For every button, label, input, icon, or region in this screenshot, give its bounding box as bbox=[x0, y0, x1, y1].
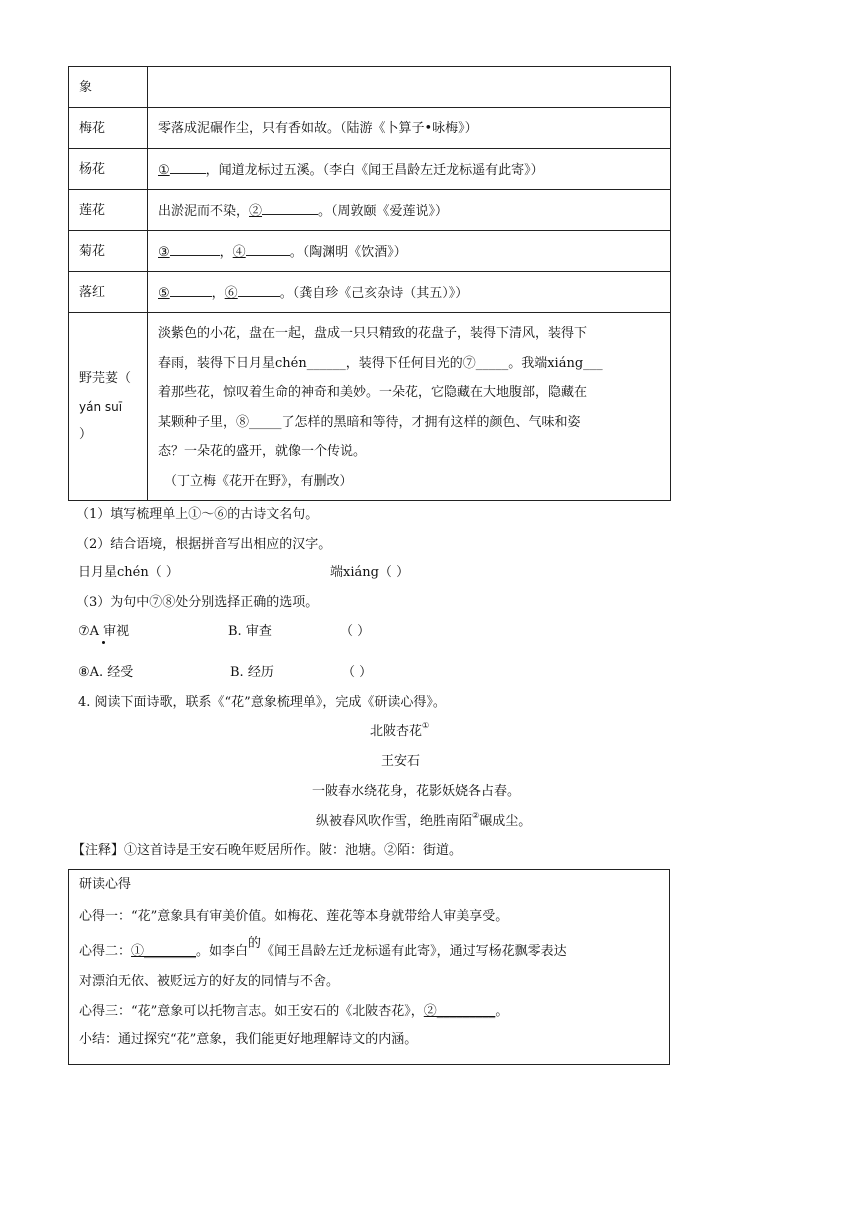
box-text: 心得二： bbox=[79, 944, 132, 959]
question-3: （3）为句中⑦⑧处分别选择正确的选项。 bbox=[76, 595, 319, 610]
answer-8[interactable]: （ ） bbox=[342, 665, 373, 680]
row-content bbox=[148, 149, 671, 190]
row-text: 。（龚自珍《己亥杂诗（其五）》） bbox=[279, 286, 469, 301]
blank-3[interactable]: ③ bbox=[158, 245, 170, 260]
row-text: 。（周敦颐《爱莲说》） bbox=[318, 204, 449, 219]
imagery-table bbox=[68, 66, 671, 501]
poem-text: 碾成尘。 bbox=[479, 814, 532, 829]
table-row bbox=[69, 313, 671, 501]
insight-2 bbox=[79, 936, 567, 959]
row-name: 落红 bbox=[69, 272, 148, 313]
blank-line[interactable] bbox=[170, 284, 212, 297]
option-8a[interactable]: ⑧A. 经受 bbox=[78, 665, 134, 680]
passage-line: 某颗种子里，⑧_____了怎样的黑暗和等待，才拥有这样的颜色、气味和姿 bbox=[158, 414, 581, 430]
row-name: 菊花 bbox=[69, 231, 148, 272]
question-2: （2）结合语境，根据拼音写出相应的汉字。 bbox=[76, 537, 332, 552]
insight-2-cont: 对漂泊无依、被贬远方的好友的同情与不舍。 bbox=[79, 974, 340, 989]
name-line: 野芫荽（ bbox=[79, 370, 132, 386]
poem-author: 王安石 bbox=[381, 754, 421, 769]
blank-insight-2[interactable]: ②_________ bbox=[423, 1004, 496, 1019]
summary: 小结：通过探究“花”意象，我们能更好地理解诗文的内涵。 bbox=[79, 1032, 418, 1047]
table-row bbox=[69, 190, 671, 231]
row-content: 零落成泥碾作尘，只有香如故。（陆游《卜算子•咏梅》） bbox=[148, 108, 671, 149]
row-name: 杨花 bbox=[69, 149, 148, 190]
emphasis-dot bbox=[102, 641, 105, 644]
row-name: 梅花 bbox=[69, 108, 148, 149]
row-text: ，闻道龙标过五溪。（李白《闻王昌龄左迁龙标遥有此寄》） bbox=[205, 163, 544, 178]
option-8b[interactable]: B. 经历 bbox=[230, 665, 274, 680]
insight-3 bbox=[79, 1005, 508, 1018]
question-4: 4. 阅读下面诗歌，联系《“花”意象梳理单》，完成《研读心得》。 bbox=[78, 695, 446, 710]
poem-text: 纵被春风吹作雪，绝胜南陌 bbox=[316, 814, 473, 829]
row-text: ， bbox=[211, 286, 225, 301]
blank-2[interactable]: ② bbox=[249, 204, 263, 219]
passage-line: 态？一朵花的盛开，就像一个传说。 bbox=[158, 444, 367, 459]
answer-7[interactable]: （ ） bbox=[340, 624, 371, 639]
question-1: （1）填写梳理单上①～⑥的古诗文名句。 bbox=[76, 507, 319, 522]
passage-source: （丁立梅《花开在野》，有删改） bbox=[164, 473, 353, 489]
blank-line[interactable] bbox=[238, 284, 280, 297]
table-row bbox=[69, 149, 671, 190]
passage-line: 着那些花，惊叹着生命的神奇和美妙。一朵花，它隐藏在大地腹部，隐藏在 bbox=[158, 385, 588, 400]
name-pinyin: yán suī bbox=[79, 399, 123, 414]
box-text: 的 bbox=[248, 936, 262, 951]
q2-answer-xiang[interactable]: 端xiáng（ ） bbox=[330, 565, 410, 580]
row-text: 出淤泥而不染， bbox=[158, 204, 250, 219]
insight-1: 心得一：“花”意象具有审美价值。如梅花、莲花等本身就带给人审美享受。 bbox=[79, 909, 509, 924]
row-text: ， bbox=[219, 245, 233, 260]
option-7a[interactable]: ⑦A 审视 bbox=[78, 624, 130, 639]
blank-6[interactable]: ⑥ bbox=[224, 286, 238, 301]
blank-line[interactable] bbox=[262, 202, 318, 215]
footnote-mark: ② bbox=[472, 811, 480, 820]
poem-line-1: 一陂春水绕花身，花影妖娆各占春。 bbox=[312, 784, 521, 799]
blank-1[interactable]: ① bbox=[158, 163, 170, 178]
poem-note: 【注释】①这首诗是王安石晚年贬居所作。陂：池塘。②陌：街道。 bbox=[72, 843, 463, 858]
q2-answer-chen[interactable]: 日月星chén（ ） bbox=[78, 565, 179, 580]
poem-title bbox=[370, 721, 430, 739]
row-content bbox=[148, 231, 671, 272]
passage bbox=[148, 313, 671, 501]
footnote-mark: ① bbox=[422, 721, 430, 730]
poem-title-text: 北陂杏花 bbox=[370, 724, 423, 739]
row-name: 象 bbox=[69, 67, 148, 108]
passage-line: 春雨，装得下日月星chén______，装得下任何目光的⑦_____。我端xiáng___ bbox=[158, 355, 603, 371]
blank-line[interactable] bbox=[246, 243, 290, 256]
box-title: 研读心得 bbox=[79, 877, 132, 892]
table-row bbox=[69, 231, 671, 272]
study-notes-box bbox=[68, 869, 670, 1065]
table-row bbox=[69, 272, 671, 313]
name-line: ） bbox=[79, 426, 93, 442]
box-text: 。如李白 bbox=[196, 944, 249, 959]
blank-5[interactable]: ⑤ bbox=[158, 286, 170, 301]
row-name bbox=[69, 313, 148, 501]
poem-line-2 bbox=[316, 811, 532, 829]
blank-4[interactable]: ④ bbox=[232, 245, 246, 260]
row-content bbox=[148, 272, 671, 313]
row-content bbox=[148, 190, 671, 231]
table-row bbox=[69, 108, 671, 149]
row-content bbox=[148, 67, 671, 108]
blank-insight-1[interactable]: ①________ bbox=[131, 944, 197, 959]
row-name: 莲花 bbox=[69, 190, 148, 231]
row-text: 。（陶渊明《饮酒》） bbox=[289, 245, 407, 260]
option-7b[interactable]: B. 审查 bbox=[228, 624, 272, 639]
blank-line[interactable] bbox=[170, 161, 206, 174]
box-text: 《闻王昌龄左迁龙标遥有此寄》，通过写杨花飘零表达 bbox=[261, 944, 567, 959]
passage-line: 淡紫色的小花，盘在一起，盘成一只只精致的花盘子，装得下清风，装得下 bbox=[158, 326, 588, 341]
table-row bbox=[69, 67, 671, 108]
box-text: 心得三：“花”意象可以托物言志。如王安石的《北陂杏花》， bbox=[79, 1004, 424, 1019]
box-text: 。 bbox=[495, 1004, 509, 1019]
blank-line[interactable] bbox=[170, 243, 220, 256]
